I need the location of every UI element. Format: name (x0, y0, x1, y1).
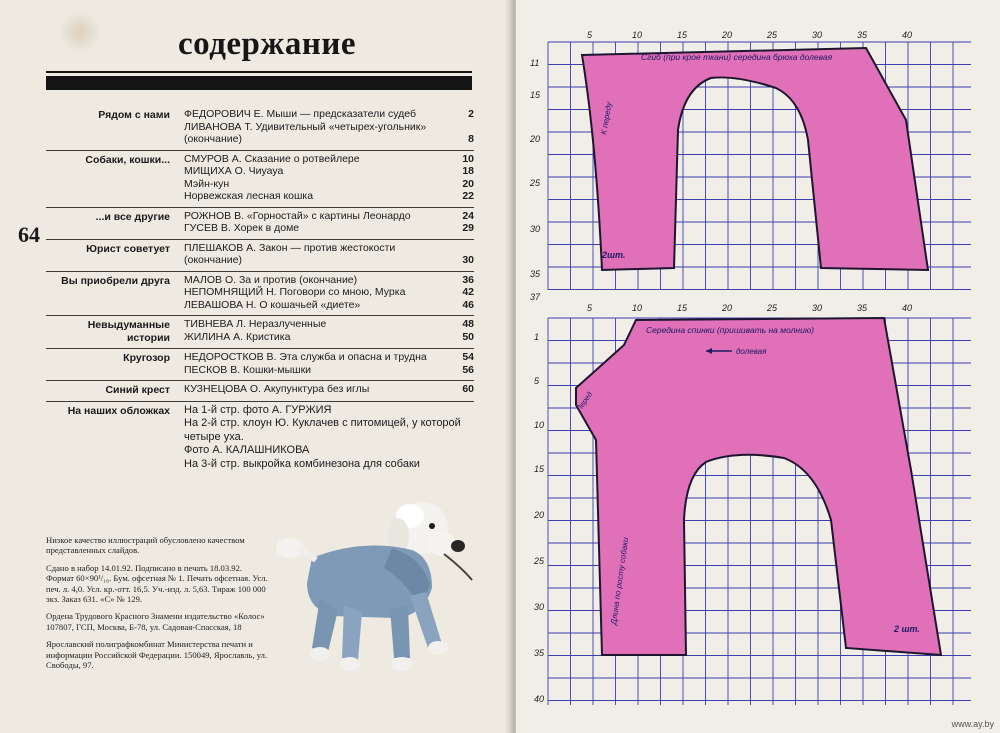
top-pattern-piece (582, 48, 928, 270)
toc-section-items (184, 108, 474, 146)
toc-entry (184, 364, 474, 377)
toc-entry (184, 286, 474, 299)
right-page (516, 0, 1000, 733)
toc-section-title: Юрист советует (86, 242, 170, 255)
toc-covers-line (184, 417, 474, 444)
toc-entry-page: 20 (462, 177, 474, 190)
sewing-pattern-sheet (516, 0, 1000, 733)
toc-section (46, 272, 474, 317)
grid-x-tick-label: 5 (587, 30, 593, 40)
toc-entry (184, 178, 474, 191)
toc-entry (184, 222, 474, 235)
toc-entry-text: ПЕСКОВ В. Кошки-мышки (184, 363, 312, 376)
bottom-pattern-grain-label: долевая (736, 347, 767, 356)
grid-x-tick-label: 35 (857, 30, 868, 40)
grid-y-tick-label: 40 (534, 694, 545, 704)
grid-x-tick-label: 15 (677, 30, 688, 40)
toc-entry-text: Норвежская лесная кошка (184, 190, 314, 202)
toc-entry (184, 318, 474, 331)
grid-y-tick-label: 37 (530, 292, 541, 302)
toc-section (46, 151, 474, 208)
imprint-print-info: Сдано в набор 14.01.92. Подписано в печать 18.03.92. Формат 60×90¹/₁₆. Бум. офсетная № 1. Печать офсетная. Усл. печ. л. 4,0. Усл. кр.-отт. 16,5. Уч.-изд. л. 5,63. Тираж 100 000 экз. Заказ 631. «С» № 129. (46, 562, 268, 605)
toc-entry (184, 153, 474, 166)
bottom-pattern-count-label: 2 шт. (894, 624, 920, 634)
toc-covers-lines (184, 404, 474, 472)
toc-entry-text: ТИВНЕВА Л. Неразлученные (184, 318, 327, 330)
toc-entry-page: 29 (462, 222, 474, 234)
toc-section-items (184, 153, 474, 203)
grid-y-tick-label: 1 (534, 332, 540, 342)
toc-entry-text: МАЛОВ О. За и против (окончание) (184, 273, 358, 286)
grid-x-tick-label: 40 (902, 30, 913, 40)
toc-entry-text: ФЕДОРОВИЧ Е. Мыши — предсказатели судеб (184, 108, 417, 120)
toc-section-items (184, 210, 474, 235)
toc-entry-page: 2 (468, 108, 474, 120)
grid-x-tick-label: 15 (677, 303, 688, 313)
toc-entry-page: 8 (468, 133, 474, 145)
toc-entry-page: 48 (462, 318, 474, 330)
grid-x-tick-label: 25 (767, 303, 778, 313)
toc-covers-line (184, 458, 474, 472)
toc-entry-page: 60 (462, 383, 474, 395)
toc-entry-text: НЕДОРОСТКОВ В. Эта служба и опасна и трудна (184, 351, 427, 363)
grid-y-tick-label: 30 (534, 602, 545, 612)
toc-entry-page: 30 (462, 254, 474, 266)
toc-entry (184, 383, 474, 396)
bottom-pattern-length-label: Длина по росту собаки (609, 536, 631, 626)
toc-section-items (184, 351, 474, 376)
toc-entry (184, 274, 474, 287)
toc-entry-text: ЛЕВАШОВА Н. О кошачьей «диете» (184, 298, 361, 311)
toc-section-items (184, 274, 474, 312)
grid-x-tick-label: 30 (812, 30, 823, 40)
grid-y-tick-label: 35 (534, 648, 545, 658)
toc-section (46, 316, 474, 349)
toc-entry-page: 50 (462, 330, 474, 343)
watermark: www.ay.by (951, 719, 994, 729)
toc-section-title: ...и все другие (95, 210, 170, 223)
grid-y-tick-label: 10 (534, 420, 545, 430)
toc-section (46, 106, 474, 151)
toc-entry (184, 165, 474, 178)
toc-section-title: Вы приобрели друга (61, 274, 170, 287)
table-of-contents (46, 106, 474, 475)
page-number: 64 (18, 222, 40, 247)
dog-in-jumpsuit-photo (272, 488, 492, 688)
toc-section-items (184, 318, 474, 344)
toc-entry-text: МИЩИХА О. Чиуауа (184, 165, 284, 177)
toc-entry (184, 242, 474, 267)
toc-entry (184, 299, 474, 312)
bottom-pattern-front-label: Перед (574, 389, 595, 414)
toc-entry-text: ЖИЛИНА А. Кристика (184, 330, 291, 343)
grid-x-tick-label: 25 (767, 30, 778, 40)
imprint-note: Низкое качество иллюстраций обусловлено качеством представленных слайдов. (46, 535, 245, 556)
grid-x-tick-label: 20 (722, 303, 733, 313)
paper-stain (60, 8, 100, 56)
grid-y-tick-label: 15 (534, 464, 545, 474)
grid-x-tick-label: 35 (857, 303, 868, 313)
grid-y-tick-label: 20 (530, 134, 541, 144)
grid-y-tick-label: 11 (530, 58, 540, 68)
toc-entry-text: ЛИВАНОВА Т. Удивительный «четырех-угольник» (окончание) (184, 120, 427, 145)
toc-entry-page: 36 (462, 273, 474, 286)
toc-covers-line-text: На 2-й стр. клоун Ю. Куклачев с питомицей, у которой четыре уха. (184, 417, 461, 443)
toc-entry-page: 18 (462, 165, 474, 177)
toc-section-title: Невыдуманные истории (87, 319, 170, 344)
toc-entry-page: 10 (462, 152, 474, 165)
toc-entry-text: ГУСЕВ В. Хорек в доме (184, 222, 300, 234)
toc-entry (184, 121, 474, 146)
toc-covers-title: На наших обложках (67, 404, 170, 417)
toc-entry-page: 22 (462, 190, 474, 202)
toc-section-title: Собаки, кошки... (85, 153, 170, 166)
bottom-pattern-piece (576, 318, 941, 655)
grid-x-tick-label: 5 (587, 303, 593, 313)
title-rule-thin (46, 71, 472, 73)
toc-entry (184, 331, 474, 344)
toc-entry (184, 351, 474, 364)
grid-y-tick-label: 25 (534, 556, 545, 566)
toc-entry-page: 46 (462, 298, 474, 311)
grid-y-tick-label: 5 (534, 376, 540, 386)
toc-section-items (184, 383, 474, 397)
toc-section-items (184, 242, 474, 267)
toc-covers-line-text: Фото А. КАЛАШНИКОВА (184, 444, 310, 456)
imprint-printer: Ярославский полиграфкомбинат Министерства печати и информации Российской Федерации. 150049, Ярославль, ул. Свободы, 97. (46, 639, 268, 671)
imprint (46, 535, 268, 677)
toc-covers-line-text: На 3-й стр. выкройка комбинезона для собаки (184, 457, 420, 470)
toc-covers-line-text: На 1-й стр. фото А. ГУРЖИЯ (184, 403, 332, 416)
toc-entry-page: 24 (462, 209, 474, 222)
grid-y-tick-label: 35 (530, 269, 541, 279)
top-pattern-fold-label: Сгиб (при крое ткани) середина брюха долевая (641, 52, 833, 62)
title-rule-thick (46, 76, 472, 90)
grid-x-tick-label: 20 (722, 30, 733, 40)
toc-section-title: Кругозор (123, 352, 170, 364)
toc-entry-text: РОЖНОВ В. «Горностай» с картины Леонардо (184, 209, 411, 222)
toc-section-title: Синий крест (105, 384, 170, 396)
top-pattern-count-label: 2шт. (602, 250, 626, 260)
toc-covers-section (46, 402, 474, 476)
grid-y-tick-label: 25 (530, 178, 541, 188)
bottom-pattern-spine-label: Середина спинки (пришивать на молнию) (646, 325, 815, 335)
toc-entry-text: НЕПОМНЯЩИЙ Н. Поговори со мною, Мурка (184, 286, 406, 298)
toc-section (46, 208, 474, 240)
toc-entry-text: Мэйн-кун (184, 177, 230, 190)
top-pattern-side-label: К переду (599, 101, 614, 136)
grid-y-tick-label: 15 (530, 90, 541, 100)
grid-y-tick-label: 30 (530, 224, 541, 234)
grid-y-tick-label: 20 (534, 510, 545, 520)
grid-x-tick-label: 10 (632, 30, 643, 40)
toc-entry-text: КУЗНЕЦОВА О. Акупунктура без иглы (184, 383, 370, 395)
grid-x-tick-label: 10 (632, 303, 643, 313)
toc-entry-page: 42 (462, 286, 474, 298)
toc-entry (184, 190, 474, 203)
toc-entry-page: 54 (462, 351, 474, 363)
toc-entry-text: ПЛЕШАКОВ А. Закон — против жестокости (окончание) (184, 241, 396, 266)
toc-entry-page: 56 (462, 363, 474, 376)
toc-covers-line (184, 444, 474, 458)
toc-covers-line (184, 404, 474, 418)
toc-section (46, 240, 474, 272)
toc-entry-text: СМУРОВ А. Сказание о ротвейлере (184, 152, 360, 165)
toc-section (46, 349, 474, 381)
toc-entry (184, 108, 474, 121)
toc-entry (184, 210, 474, 223)
grid-x-tick-label: 30 (812, 303, 823, 313)
toc-section (46, 381, 474, 402)
grid-x-tick-label: 40 (902, 303, 913, 313)
imprint-publisher: Ордена Трудового Красного Знамени издательство «Колос» 107807, ГСП, Москва, Б-78, ул. Садовая-Спасская, 18 (46, 611, 265, 632)
page-title: содержание (178, 26, 356, 62)
toc-section-title: Рядом с нами (98, 109, 170, 121)
